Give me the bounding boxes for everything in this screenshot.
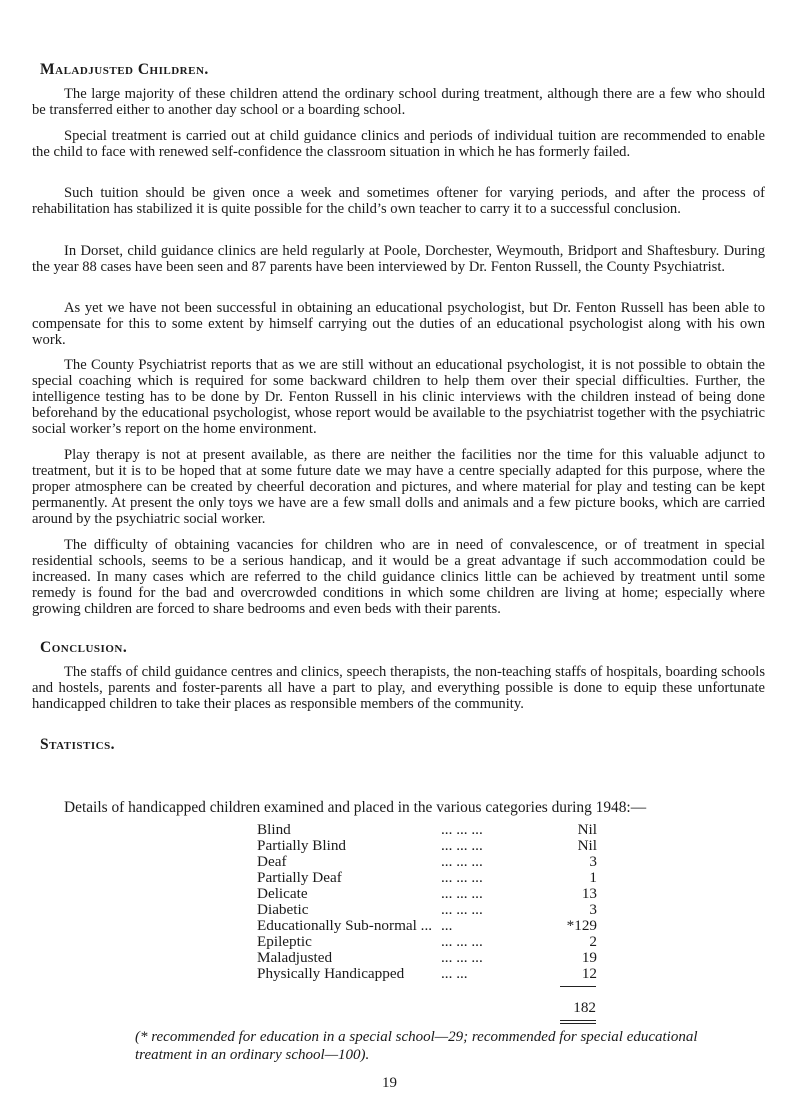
leader-dots: ... ... ... xyxy=(441,885,483,902)
category-value: 19 xyxy=(581,949,597,966)
leader-dots: ... ... ... xyxy=(441,933,483,950)
table-row xyxy=(257,886,597,902)
leader-dots: ... ... ... xyxy=(441,821,483,838)
total-double-rule xyxy=(560,1020,596,1024)
paragraph: The difficulty of obtaining vacancies for children who are in need of convalescence, or of treatment in special residential schools, seems to be a serious handicap, and it would be a great advantage if such accommodation could be increased. In many cases which are referred to the child guidance clinics little can be achieved by treatment until some remedy is found for the bad and overcrowded conditions in which some children are living at home; especially where growing children are forced to share bedrooms and even beds with their parents. xyxy=(32,537,765,617)
category-label: Physically Handicapped xyxy=(257,965,405,982)
paragraph: The large majority of these children attend the ordinary school during treatment, although there are a few who should be transferred either to another day school or a boarding school. xyxy=(32,86,765,118)
paragraph: As yet we have not been successful in obtaining an educational psychologist, but Dr. Fenton Russell has been able to compensate for this to some extent by himself carrying out the duties of an educational psychologist along with his own work. xyxy=(32,300,765,348)
category-value: *129 xyxy=(566,917,597,934)
leader-dots: ... ... ... xyxy=(441,901,483,918)
table-row xyxy=(257,950,597,966)
statistics-lead: Details of handicapped children examined and placed in the various categories during 1948:— xyxy=(64,799,647,816)
category-label: Delicate xyxy=(257,885,308,902)
statistics-table xyxy=(257,822,597,982)
category-label: Partially Blind xyxy=(257,837,347,854)
leader-dots: ... ... ... xyxy=(441,837,483,854)
category-value: 13 xyxy=(581,885,597,902)
leader-dots: ... ... ... xyxy=(441,853,483,870)
statistics-total: 182 xyxy=(573,999,596,1016)
paragraph: Play therapy is not at present available, as there are neither the facilities nor the time for this valuable adjunct to treatment, but it is to be hoped that at some future date we may have a centre specially adapted for this purpose, where the proper atmosphere can be created by cheerful decoration and pictures, and where material for play and testing can be kept permanently. At present the only toys we have are a few small dolls and animals and a few picture books, which are carried around by the psychiatric social worker. xyxy=(32,447,765,527)
table-row xyxy=(257,854,597,870)
table-row xyxy=(257,934,597,950)
category-value: 3 xyxy=(589,853,597,870)
category-label: Deaf xyxy=(257,853,287,870)
section-heading-maladjusted: Maladjusted Children. xyxy=(40,61,209,78)
paragraph: Such tuition should be given once a week and sometimes oftener for varying periods, and after the process of rehabilitation has stabilized it is quite possible for the child’s own teacher to carry it to a successful conclusion. xyxy=(32,185,765,217)
table-row xyxy=(257,838,597,854)
paragraph: The staffs of child guidance centres and clinics, speech therapists, the non-teaching staffs of hospitals, boarding schools and hostels, parents and foster-parents all have a part to play, and everything possible is done to equip these unfortunate handicapped children to take their places as responsible members of the community. xyxy=(32,664,765,712)
leader-dots: ... ... xyxy=(441,965,468,982)
total-rule xyxy=(560,986,596,987)
leader-dots: ... ... ... xyxy=(441,869,483,886)
category-label: Maladjusted xyxy=(257,949,333,966)
category-label: Diabetic xyxy=(257,901,309,918)
category-value: Nil xyxy=(577,837,597,854)
category-value: Nil xyxy=(577,821,597,838)
paragraph: The County Psychiatrist reports that as we are still without an educational psychologist, it is not possible to obtain the special coaching which is required for some backward children to help them over their special difficulties. Further, the intelligence testing has to be done by Dr. Fenton Russell in his clinic interviews with the children instead of being done beforehand by the educational psychologist, whose report would be available to the psychiatrist together with the psychiatric social worker’s report on the home environment. xyxy=(32,357,765,437)
category-label: Educationally Sub-normal ... xyxy=(257,917,433,934)
category-value: 3 xyxy=(589,901,597,918)
table-row xyxy=(257,902,597,918)
table-row xyxy=(257,870,597,886)
table-row xyxy=(257,822,597,838)
page-number: 19 xyxy=(382,1075,397,1091)
table-row xyxy=(257,918,597,934)
paragraph: Special treatment is carried out at child guidance clinics and periods of individual tuition are recommended to enable the child to face with renewed self-confidence the classroom situation in which he has formerly failed. xyxy=(32,128,765,160)
category-label: Partially Deaf xyxy=(257,869,342,886)
category-label: Blind xyxy=(257,821,291,838)
paragraph: In Dorset, child guidance clinics are held regularly at Poole, Dorchester, Weymouth, Bridport and Shaftesbury. During the year 88 cases have been seen and 87 parents have been interviewed by Dr. Fenton Russell, the County Psychiatrist. xyxy=(32,243,765,275)
category-value: 1 xyxy=(589,869,597,886)
leader-dots: ... xyxy=(441,917,453,934)
section-heading-conclusion: Conclusion. xyxy=(40,639,128,656)
category-value: 2 xyxy=(589,933,597,950)
table-row xyxy=(257,966,597,982)
category-value: 12 xyxy=(581,965,597,982)
leader-dots: ... ... ... xyxy=(441,949,483,966)
category-label: Epileptic xyxy=(257,933,312,950)
statistics-footnote: (* recommended for education in a special school—29; recommended for special educational treatment in an ordinary school—100). xyxy=(135,1029,698,1063)
section-heading-statistics: Statistics. xyxy=(40,736,116,753)
